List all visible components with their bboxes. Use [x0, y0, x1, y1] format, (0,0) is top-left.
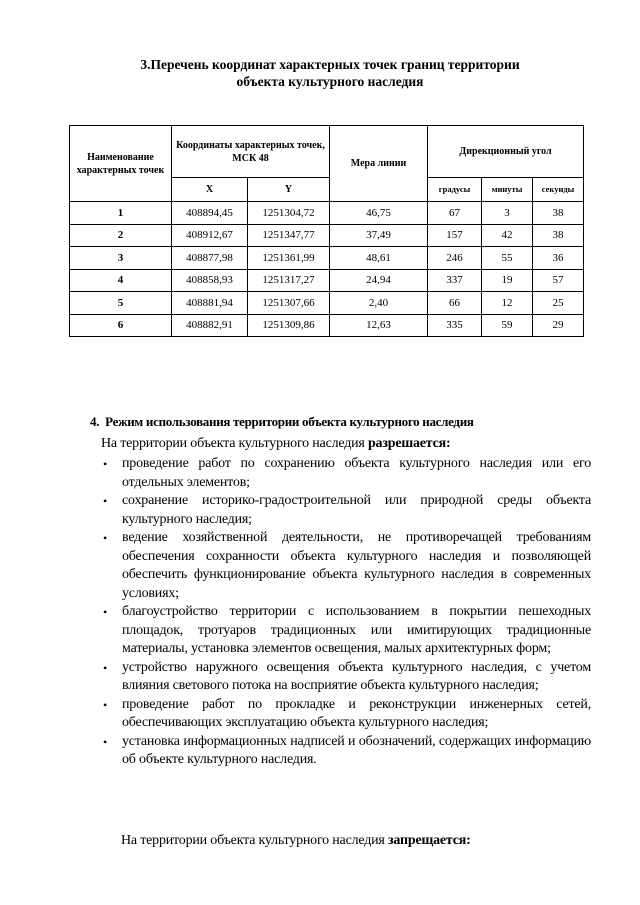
cell-measure: 46,75	[330, 202, 428, 225]
cell-minutes: 42	[482, 224, 533, 247]
list-item-text: проведение работ по сохранению объекта культурного наследия или его отдельных элементов;	[122, 456, 591, 490]
cell-y: 1251361,99	[248, 247, 330, 270]
cell-seconds: 29	[533, 314, 584, 337]
title-line-2: объекта культурного наследия	[236, 74, 424, 89]
list-item-text: благоустройство территории с использованием в покрытии пешеходных площадок, тротуаров традиционных или имитирующих традиционные материалы, установка элементов освещения, малых архитектурных форм;	[122, 604, 591, 656]
cell-measure: 2,40	[330, 292, 428, 315]
header-x: X	[172, 178, 248, 202]
forbidden-intro-text: На территории объекта культурного наследия	[121, 833, 388, 848]
cell-x: 408912,67	[172, 224, 248, 247]
forbidden-intro	[121, 831, 591, 850]
list-item	[101, 696, 591, 733]
list-item	[101, 455, 591, 492]
cell-degrees: 66	[428, 292, 482, 315]
title-line-1: 3.Перечень координат характерных точек границ территории	[140, 57, 520, 72]
cell-minutes: 19	[482, 269, 533, 292]
allowed-list	[101, 455, 591, 770]
header-measure: Мера линии	[330, 126, 428, 202]
cell-seconds: 25	[533, 292, 584, 315]
table-header-row-1	[70, 126, 584, 178]
section-4-heading	[90, 413, 590, 430]
cell-measure: 37,49	[330, 224, 428, 247]
list-item-text: установка информационных надписей и обозначений, содержащих информацию об объекте культурного наследия.	[122, 733, 591, 767]
cell-seconds: 38	[533, 202, 584, 225]
cell-degrees: 157	[428, 224, 482, 247]
allowed-intro	[101, 434, 591, 453]
list-item	[101, 659, 591, 696]
list-item	[101, 733, 591, 770]
cell-minutes: 3	[482, 202, 533, 225]
header-point-name: Наименование характерных точек	[70, 126, 172, 202]
bullet-icon: •	[103, 457, 108, 471]
cell-y: 1251347,77	[248, 224, 330, 247]
coordinates-table	[69, 125, 584, 337]
cell-x: 408894,45	[172, 202, 248, 225]
forbidden-keyword: запрещается:	[387, 833, 471, 848]
table-row	[70, 269, 584, 292]
bullet-icon: •	[103, 660, 108, 675]
cell-y: 1251304,72	[248, 202, 330, 225]
cell-point: 5	[70, 292, 172, 315]
bullet-icon: •	[103, 697, 108, 712]
header-degrees: градусы	[428, 178, 482, 202]
cell-seconds: 36	[533, 247, 584, 270]
cell-x: 408881,94	[172, 292, 248, 315]
cell-point: 6	[70, 314, 172, 337]
cell-minutes: 12	[482, 292, 533, 315]
cell-point: 4	[70, 269, 172, 292]
cell-degrees: 337	[428, 269, 482, 292]
table-row	[70, 292, 584, 315]
cell-x: 408882,91	[172, 314, 248, 337]
page-title	[70, 56, 590, 90]
table-row	[70, 202, 584, 225]
cell-degrees: 335	[428, 314, 482, 337]
section-title: Режим использования территории объекта культурного наследия	[105, 414, 474, 429]
header-seconds: секунды	[533, 178, 584, 202]
cell-measure: 48,61	[330, 247, 428, 270]
list-item	[101, 529, 591, 603]
header-y: Y	[248, 178, 330, 202]
cell-y: 1251317,27	[248, 269, 330, 292]
header-direction-angle: Дирекционный угол	[428, 126, 584, 178]
cell-point: 1	[70, 202, 172, 225]
cell-seconds: 38	[533, 224, 584, 247]
list-item-text: устройство наружного освещения объекта культурного наследия, с учетом влияния светового потока на восприятие объекта культурного наследия;	[122, 659, 591, 693]
cell-point: 3	[70, 247, 172, 270]
bullet-icon: •	[103, 734, 108, 749]
header-minutes: минуты	[482, 178, 533, 202]
bullet-icon: •	[103, 531, 108, 545]
allowed-keyword: разрешается:	[367, 436, 451, 451]
cell-measure: 24,94	[330, 269, 428, 292]
list-item-text: ведение хозяйственной деятельности, не противоречащей требованиям обеспечения сохранности объекта культурного наследия и позволяющей обеспечить функционирование объекта культурного наследия в современных условиях;	[122, 530, 591, 601]
cell-minutes: 59	[482, 314, 533, 337]
list-item-text: сохранение историко-градостроительной или природной среды объекта культурного наследия;	[122, 493, 591, 527]
cell-minutes: 55	[482, 247, 533, 270]
bullet-icon: •	[103, 605, 108, 619]
cell-measure: 12,63	[330, 314, 428, 337]
table-row	[70, 314, 584, 337]
allowed-intro-text: На территории объекта культурного наследия	[101, 436, 368, 451]
cell-y: 1251309,86	[248, 314, 330, 337]
header-coordinates: Координаты характерных точек, МСК 48	[172, 126, 330, 178]
section-number: 4.	[90, 414, 100, 429]
cell-seconds: 57	[533, 269, 584, 292]
table-row	[70, 247, 584, 270]
cell-x: 408877,98	[172, 247, 248, 270]
cell-degrees: 246	[428, 247, 482, 270]
table-row	[70, 224, 584, 247]
cell-point: 2	[70, 224, 172, 247]
list-item	[101, 603, 591, 659]
cell-x: 408858,93	[172, 269, 248, 292]
cell-degrees: 67	[428, 202, 482, 225]
list-item-text: проведение работ по прокладке и реконструкции инженерных сетей, обеспечивающих эксплуатацию объекта культурного наследия;	[122, 696, 591, 730]
bullet-icon: •	[103, 494, 108, 508]
cell-y: 1251307,66	[248, 292, 330, 315]
list-item	[101, 492, 591, 529]
